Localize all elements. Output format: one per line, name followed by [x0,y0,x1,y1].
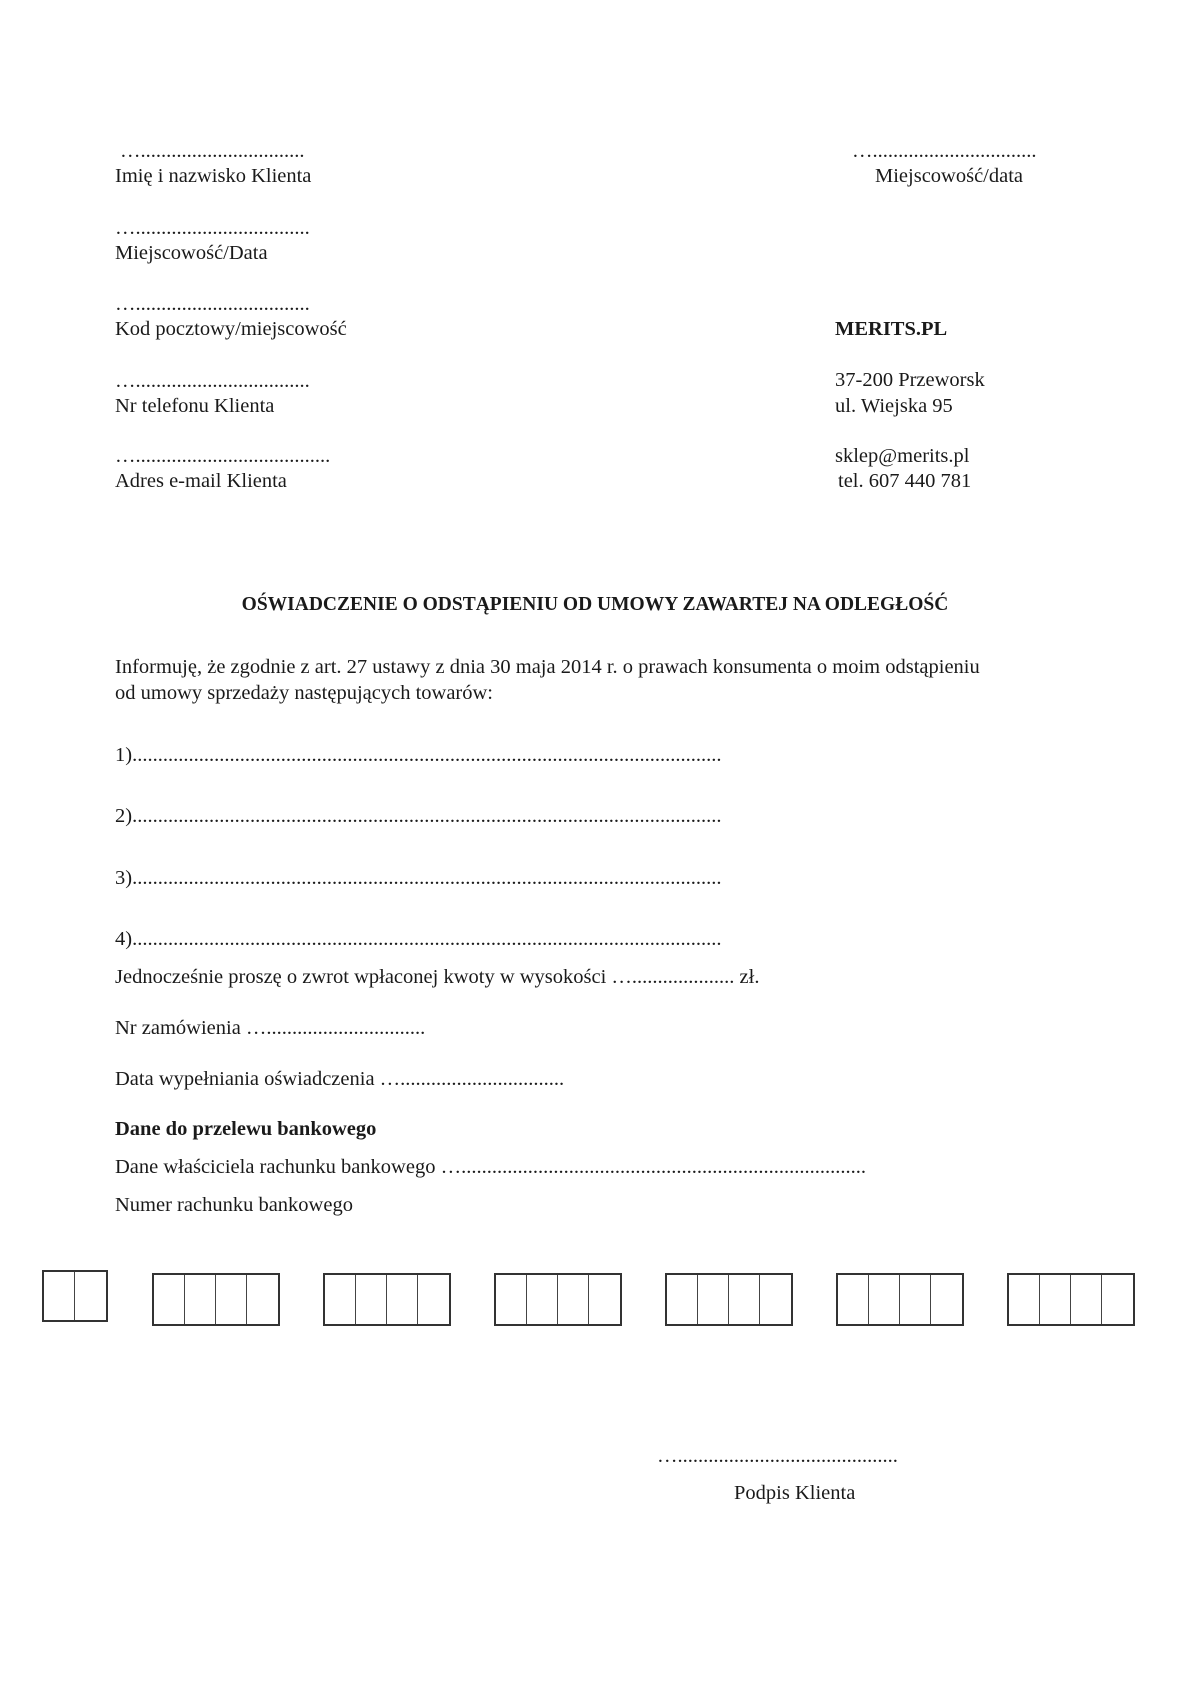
account-box-group[interactable] [323,1273,451,1326]
account-digit-box[interactable] [216,1275,247,1324]
account-digit-box[interactable] [387,1275,418,1324]
client-name-dots: …................................ [120,140,305,162]
account-digit-box[interactable] [760,1275,791,1324]
client-postal-dots: ….................................. [115,293,310,315]
place-date-label: Miejscowość/data [875,165,1024,187]
place-date-dots: …................................ [852,140,1037,162]
account-digit-box[interactable] [356,1275,387,1324]
account-digit-box[interactable] [589,1275,620,1324]
client-email-label: Adres e-mail Klienta [115,470,287,492]
account-digit-box[interactable] [75,1272,106,1320]
account-digit-box[interactable] [1009,1275,1040,1324]
bank-account-label: Numer rachunku bankowego [115,1194,353,1216]
account-digit-box[interactable] [1040,1275,1071,1324]
signature-label: Podpis Klienta [734,1482,856,1504]
account-digit-box[interactable] [900,1275,931,1324]
fill-date-line[interactable]: Data wypełniania oświadczenia …................................ [115,1068,565,1090]
account-digit-box[interactable] [838,1275,869,1324]
client-name-label: Imię i nazwisko Klienta [115,165,312,187]
client-email-dots: …...................................... [115,445,331,467]
account-digit-box[interactable] [1102,1275,1133,1324]
seller-email: sklep@merits.pl [835,445,970,467]
intro-line-1: Informuję, że zgodnie z art. 27 ustawy z dnia 30 maja 2014 r. o prawach konsumenta o moim odstąpieniu [115,656,980,678]
account-box-group[interactable] [1007,1273,1135,1326]
item-line-1[interactable]: 1)................................................................................................................... [115,744,722,766]
account-digit-box[interactable] [418,1275,449,1324]
account-digit-box[interactable] [869,1275,900,1324]
account-digit-box[interactable] [729,1275,760,1324]
client-place-date-label: Miejscowość/Data [115,242,268,264]
seller-street: ul. Wiejska 95 [835,395,953,417]
account-digit-box[interactable] [698,1275,729,1324]
account-digit-box[interactable] [325,1275,356,1324]
document-title: OŚWIADCZENIE O ODSTĄPIENIU OD UMOWY ZAWARTEJ NA ODLEGŁOŚĆ [241,594,949,615]
order-number-line[interactable]: Nr zamówienia …............................... [115,1017,426,1039]
account-digit-box[interactable] [558,1275,589,1324]
seller-postal-city: 37-200 Przeworsk [835,369,985,391]
account-box-group[interactable] [42,1270,108,1322]
account-box-group[interactable] [836,1273,964,1326]
seller-name: MERITS.PL [835,318,948,340]
bank-owner-line[interactable]: Dane właściciela rachunku bankowego …............................................................................... [115,1156,866,1178]
account-digit-box[interactable] [1071,1275,1102,1324]
intro-line-2: od umowy sprzedaży następujących towarów: [115,682,493,704]
bank-heading: Dane do przelewu bankowego [115,1118,377,1140]
item-line-2[interactable]: 2)................................................................................................................... [115,805,722,827]
client-place-date-dots: ….................................. [115,217,310,239]
client-postal-label: Kod pocztowy/miejscowość [115,318,347,340]
account-digit-box[interactable] [185,1275,216,1324]
account-digit-box[interactable] [527,1275,558,1324]
account-box-group[interactable] [665,1273,793,1326]
account-digit-box[interactable] [496,1275,527,1324]
signature-dots: …........................................... [657,1445,898,1467]
seller-phone: tel. 607 440 781 [838,470,972,492]
account-digit-box[interactable] [667,1275,698,1324]
account-box-group[interactable] [494,1273,622,1326]
account-digit-box[interactable] [247,1275,278,1324]
client-phone-dots: ….................................. [115,370,310,392]
account-digit-box[interactable] [931,1275,962,1324]
account-digit-box[interactable] [154,1275,185,1324]
item-line-4[interactable]: 4)................................................................................................................... [115,928,722,950]
client-phone-label: Nr telefonu Klienta [115,395,275,417]
item-line-3[interactable]: 3)................................................................................................................... [115,867,722,889]
account-box-group[interactable] [152,1273,280,1326]
refund-amount-line[interactable]: Jednocześnie proszę o zwrot wpłaconej kwoty w wysokości ….................... zł. [115,966,760,988]
account-digit-box[interactable] [44,1272,75,1320]
